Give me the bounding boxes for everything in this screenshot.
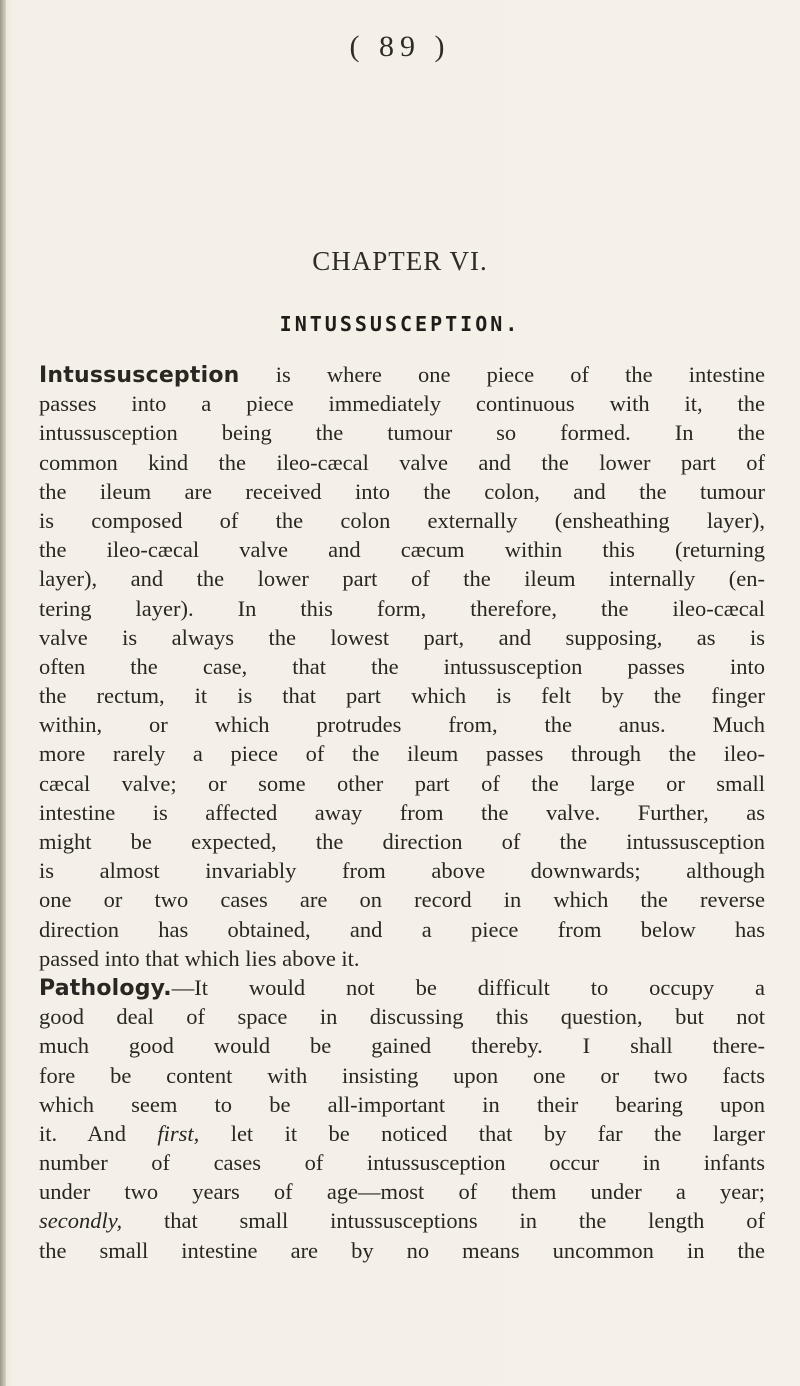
text-line: under two years of age—most of them under a year; [39,1179,765,1205]
page-gutter-shadow [0,0,6,1386]
text-line: valve is always the lowest part, and supposing, as is [39,624,765,650]
text-line: might be expected, the direction of the intussusception [39,829,765,854]
chapter-title: CHAPTER VI. [312,246,488,276]
text-line: one or two cases are on record in which the reverse [39,887,765,913]
text-line: tering layer). In this form, therefore, the ileo-cæcal [39,595,765,621]
text-line: direction has obtained, and a piece from below has [39,916,765,942]
text-line: fore be content with insisting upon one or two facts [39,1062,765,1088]
text-fragment: —It would not be difficult to occupy a [171,974,765,1000]
text-line: much good would be gained thereby. I shall there- [39,1033,765,1059]
text-line: within, or which protrudes from, the anus. Much [39,712,765,738]
text-fragment: it. And [39,1120,158,1146]
text-line: good deal of space in discussing this question, but not [39,1004,765,1030]
text-line: the ileum are received into the colon, and the tumour [39,478,765,504]
text-line: intussusception being the tumour so formed. In the [39,420,765,446]
text-line: often the case, that the intussusception passes into [39,653,765,679]
text-line: the ileo-cæcal valve and cæcum within this (returning [39,537,765,563]
text-fragment: is where one piece of the intestine [275,362,765,387]
text-line: passed into that which lies above it. [39,945,360,971]
text-fragment: let it be noticed that by far the larger [199,1120,765,1146]
text-line: passes into a piece immediately continuous with it, the [39,391,765,417]
text-line [39,1119,765,1148]
text-line: is almost invariably from above downwards; although [39,858,765,884]
body-text [39,360,765,1265]
text-line: layer), and the lower part of the ileum internally (en- [39,566,765,592]
page-number: ( 89 ) [349,30,451,63]
paragraph-lead-term: Pathology. [39,975,172,1001]
text-line: cæcal valve; or some other part of the large or small [39,770,765,796]
text-line [39,360,765,389]
paragraph-lead-term: Intussusception [39,363,240,388]
text-line: the rectum, it is that part which is felt by the finger [39,683,765,709]
text-fragment: that small intussusceptions in the length of [122,1208,765,1234]
italic-term: first, [157,1120,200,1146]
italic-term: secondly, [39,1208,123,1234]
text-line: number of cases of intussusception occur in infants [39,1150,765,1176]
text-line: intestine is affected away from the valve. Further, as [39,799,765,825]
text-line [39,973,765,1002]
text-line: is composed of the colon externally (ensheathing layer), [39,507,765,533]
section-title: INTUSSUSCEPTION. [279,312,521,336]
text-line: more rarely a piece of the ileum passes through the ileo- [39,741,765,767]
text-line [39,1206,765,1235]
text-line: the small intestine are by no means uncommon in the [39,1237,765,1263]
text-line: common kind the ileo-cæcal valve and the lower part of [39,449,765,475]
text-line: which seem to be all-important in their bearing upon [39,1091,765,1117]
